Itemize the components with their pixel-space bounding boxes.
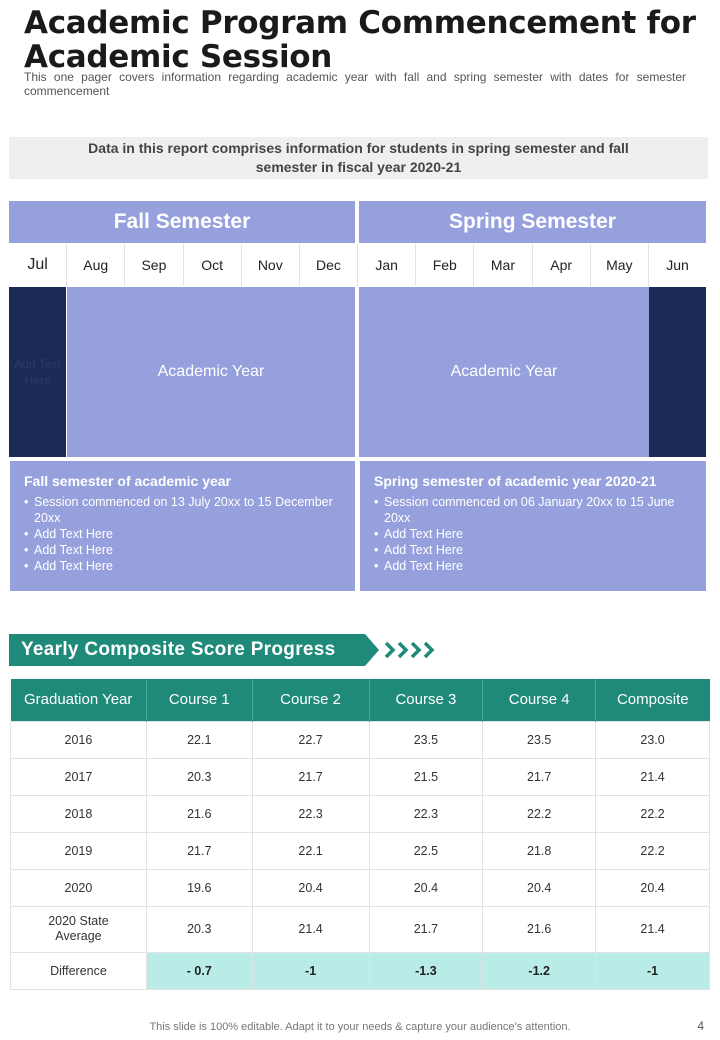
table-row — [11, 832, 710, 869]
column-header: Course 2 — [252, 679, 369, 721]
table-cell: 20.4 — [369, 869, 483, 906]
table-cell: 22.5 — [369, 832, 483, 869]
banner-arrow-icon — [365, 634, 379, 666]
month-cell: Jan — [358, 244, 416, 286]
page-number: 4 — [697, 1019, 704, 1033]
list-item: • Add Text Here — [374, 558, 692, 574]
column-header: Course 4 — [483, 679, 596, 721]
column-header: Course 1 — [146, 679, 252, 721]
fall-academic-year-block — [67, 287, 355, 457]
month-cell: Jun — [666, 257, 689, 273]
month-cell: Jul — [9, 244, 67, 286]
column-header: Composite — [596, 679, 710, 721]
list-item: • Session commenced on 13 July 20xx to 15 December 20xx — [24, 494, 341, 526]
fall-semester-header: Fall Semester — [9, 201, 355, 243]
table-cell: 2020 State Average — [11, 906, 147, 952]
table-cell: 20.4 — [483, 869, 596, 906]
info-note-text: Data in this report comprises information for students in spring semester and fall semester in fiscal year 2020-21 — [88, 140, 629, 175]
spring-details-card — [360, 461, 706, 591]
chevrons-icon — [384, 641, 435, 659]
table-cell: 2017 — [11, 758, 147, 795]
list-item: • Add Text Here — [24, 526, 341, 542]
table-row — [11, 952, 710, 989]
table-cell: 21.4 — [596, 758, 710, 795]
table-cell: -1.2 — [483, 952, 596, 989]
table-row — [11, 721, 710, 758]
table-cell: 21.7 — [369, 906, 483, 952]
table-cell: 22.3 — [369, 795, 483, 832]
july-block — [9, 287, 66, 457]
spring-semester-header: Spring Semester — [359, 201, 706, 243]
page-subtitle: This one pager covers information regarding academic year with fall and spring semester with dates for semester commencement — [24, 70, 686, 98]
table-cell: 22.2 — [483, 795, 596, 832]
month-cell: Mar — [474, 244, 532, 286]
page-title: Academic Program Commencement for Academic Session — [24, 5, 696, 75]
month-cell: May — [591, 244, 649, 286]
column-header: Course 3 — [369, 679, 483, 721]
composite-score-table — [10, 679, 710, 990]
table-cell: 20.4 — [596, 869, 710, 906]
table-cell: 21.7 — [146, 832, 252, 869]
table-cell: 21.6 — [483, 906, 596, 952]
fall-details-heading: Fall semester of academic year — [24, 473, 232, 489]
spring-details-list — [374, 494, 692, 574]
month-cell: Aug — [67, 244, 125, 286]
table-cell: 22.3 — [252, 795, 369, 832]
table-cell: 21.7 — [252, 758, 369, 795]
month-cell: Apr — [533, 244, 591, 286]
table-cell: 22.7 — [252, 721, 369, 758]
month-cell: Dec — [300, 244, 358, 286]
list-item: • Session commenced on 06 January 20xx to 15 June 20xx — [374, 494, 692, 526]
info-note — [9, 137, 708, 179]
list-item: • Add Text Here — [24, 558, 341, 574]
table-cell: 21.4 — [596, 906, 710, 952]
table-cell: 2019 — [11, 832, 147, 869]
table-cell: 23.5 — [483, 721, 596, 758]
chevron-right-icon — [384, 641, 396, 659]
list-item: • Add Text Here — [374, 526, 692, 542]
table-cell: 22.1 — [146, 721, 252, 758]
list-item: • Add Text Here — [24, 542, 341, 558]
table-cell: 21.7 — [483, 758, 596, 795]
table-row — [11, 758, 710, 795]
table-cell: 21.8 — [483, 832, 596, 869]
table-header-row — [11, 679, 710, 721]
score-progress-banner: Yearly Composite Score Progress — [9, 634, 365, 666]
table-cell: Difference — [11, 952, 147, 989]
footer-text: This slide is 100% editable. Adapt it to your needs & capture your audience’s attention. — [149, 1021, 571, 1033]
fall-details-card — [10, 461, 355, 591]
column-header: Graduation Year — [11, 679, 147, 721]
spring-academic-year-block — [359, 287, 649, 457]
month-cell: Nov — [242, 244, 300, 286]
month-cell: Feb — [416, 244, 474, 286]
spring-details-heading: Spring semester of academic year 2020-21 — [374, 473, 657, 489]
table-cell: 20.4 — [252, 869, 369, 906]
table-cell: -1 — [596, 952, 710, 989]
fall-details-list — [24, 494, 341, 574]
table-cell: 2018 — [11, 795, 147, 832]
table-cell: -1.3 — [369, 952, 483, 989]
table-cell: - 0.7 — [146, 952, 252, 989]
table-cell: 23.5 — [369, 721, 483, 758]
table-cell: 20.3 — [146, 906, 252, 952]
fall-academic-year-label: Academic Year — [157, 363, 265, 380]
table-cell: 21.4 — [252, 906, 369, 952]
month-cell: Oct — [184, 244, 242, 286]
table-row — [11, 795, 710, 832]
month-row — [9, 244, 706, 286]
chevron-right-icon — [423, 641, 435, 659]
month-cell: Sep — [125, 244, 183, 286]
table-cell: 22.2 — [596, 832, 710, 869]
table-cell: 21.5 — [369, 758, 483, 795]
spring-academic-year-label: Academic Year — [450, 363, 558, 380]
table-cell: 23.0 — [596, 721, 710, 758]
table-cell: 19.6 — [146, 869, 252, 906]
july-placeholder-text: Add Text Here — [14, 357, 61, 387]
table-cell: 2016 — [11, 721, 147, 758]
june-block — [649, 287, 706, 457]
table-cell: -1 — [252, 952, 369, 989]
table-row — [11, 869, 710, 906]
table-row — [11, 906, 710, 952]
table-cell: 22.1 — [252, 832, 369, 869]
table-cell: 2020 — [11, 869, 147, 906]
table-cell: 20.3 — [146, 758, 252, 795]
table-cell: 21.6 — [146, 795, 252, 832]
chevron-right-icon — [410, 641, 422, 659]
list-item: • Add Text Here — [374, 542, 692, 558]
chevron-right-icon — [397, 641, 409, 659]
table-cell: 22.2 — [596, 795, 710, 832]
